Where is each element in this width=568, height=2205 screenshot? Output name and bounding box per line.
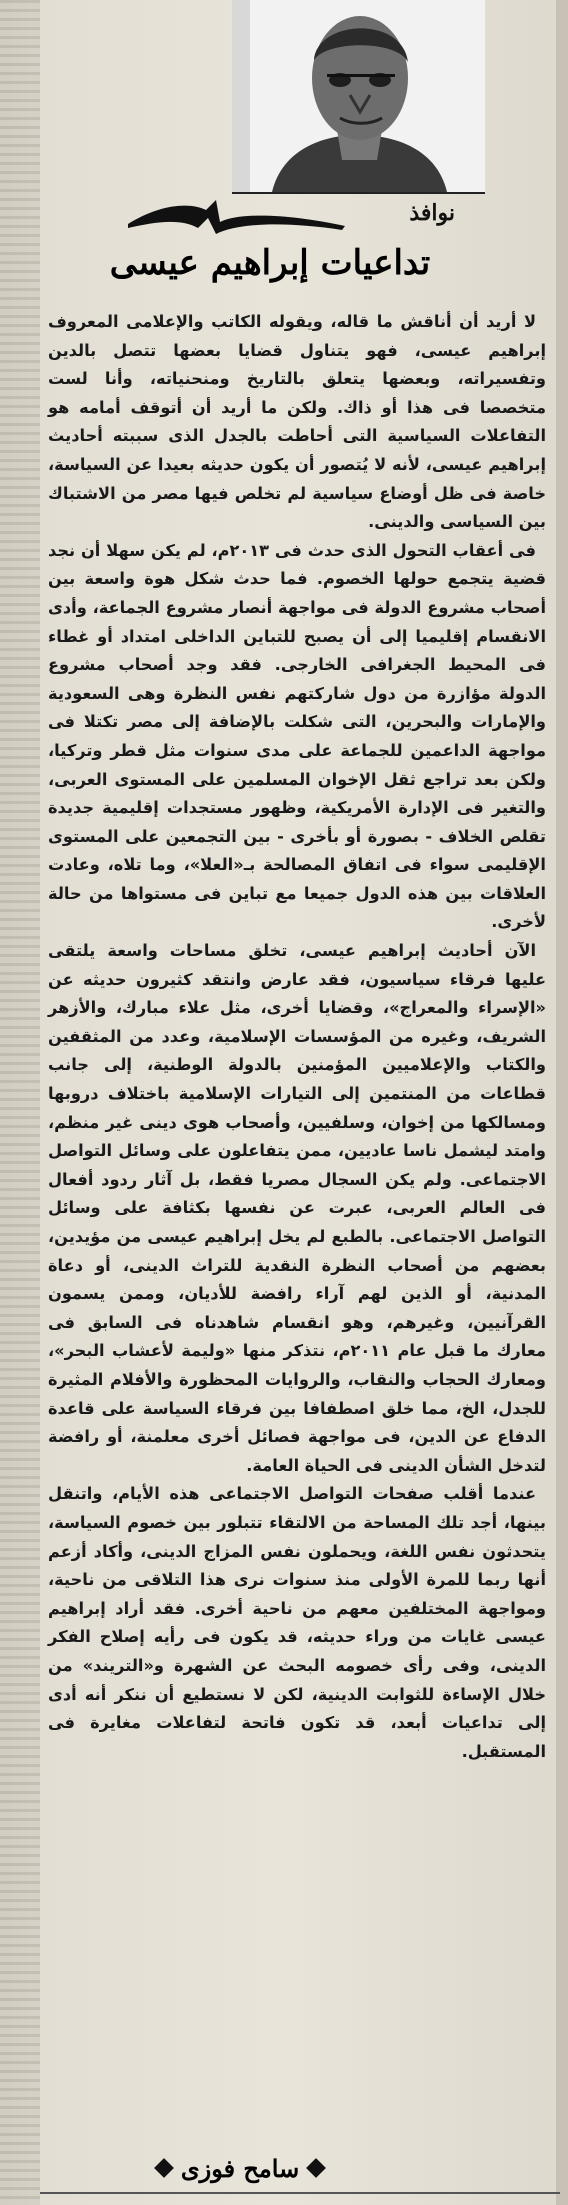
page-edge (556, 0, 568, 2205)
paragraph: لا أريد أن أناقش ما قاله، ويقوله الكاتب والإعلامى المعروف إبراهيم عيسى، فهو يتناول قضايا بعضها تتصل بالدين وتفسيراته، وبعضها يتعلق بالتاريخ ومنحنياته، وأنا لست متخصصا فى هذا أو ذاك. ولكن ما أريد أن أتوقف أمامه هو التفاعلات السياسية التى أحاطت بالجدل الذى سببته أحاديث إبراهيم عيسى، لأنه لا يُتصور أن يكون حديثه بعيدا عن السياسة، خاصة فى ظل أوضاع سياسية لم تخلص فيها مصر من الاشتباك بين السياسى والدينى. (48, 312, 546, 532)
author-portrait-image (232, 0, 485, 192)
paragraph: عندما أقلب صفحات التواصل الاجتماعى هذه الأيام، واتنقل بينها، أجد تلك المساحة من الالتقاء تتبلور بين خصوم السياسة، يتحدثون نفس اللغة، ويحملون نفس المزاج الدينى، وأكاد أزعم أنها ربما للمرة الأولى منذ سنوات نرى هذا التلاقى من ناحية، ومواجهة المختلفين معهم من ناحية أخرى. فقد أراد إبراهيم عيسى غايات من وراء حديثه، قد يكون فى رأيه إصلاح الفكر الدينى، وفى رأى خصومه البحث عن الشهرة و«التريند» من خلال الإساءة للثوابت الدينية، لكن لا نستطيع أن ننكر أنه أدى إلى تداعيات أبعد، قد تكون فاتحة لتفاعلات مغايرة فى المستقبل. (48, 1484, 546, 1761)
paragraph: الآن أحاديث إبراهيم عيسى، تخلق مساحات واسعة يلتقى عليها فرقاء سياسيون، فقد عارض وانتقد كثيرون حديثه عن «الإسراء والمعراج»، وقضايا أخرى، مثل علاء مبارك، والأزهر الشريف، وغيره من المؤسسات الإسلامية، وعدد من المثقفين والكتاب والإعلاميين المؤمنين بالدولة الوطنية، إلى جانب قطاعات من المنتمين إلى التيارات الإسلامية باختلاف دروبها ومسالكها من إخوان، وسلفيين، وأصحاب هوى دينى غير منظم، وامتد ليشمل ناسا عاديين، ممن يتفاعلون على وسائل التواصل الاجتماعى. ولم يكن السجال مصريا فقط، بل آثار ردود أفعال فى العالم العربى، عبرت عن نفسها بكثافة على وسائل التواصل الاجتماعى. بالطبع لم يخل إبراهيم عيسى من مؤيدين، بعضهم من أصحاب النظرة النقدية للتراث الدينى، أو دعاة المدنية، أو الذين لهم آراء رافضة للأديان، وممن يسمون القرآنيين، وغيرهم، وهو انقسام شاهدناه فى السابق فى معارك ما قبل عام ٢٠١١م، نتذكر منها «وليمة لأعشاب البحر»، ومعارك الحجاب والنقاب، والروايات المحظورة والأفلام المثيرة للجدل، الخ، مما خلق اصطفافا بين فرقاء السياسة على قاعدة الدفاع عن الدين، فى مواجهة فصائل أخرى معلمنة، أو رافضة لتدخل الشأن الدينى فى الحياة العامة. (48, 941, 546, 1475)
adjacent-column-edge (0, 0, 40, 2205)
brand-swoosh-icon (120, 198, 350, 240)
diamond-icon (306, 2158, 326, 2178)
article-body (48, 308, 546, 1766)
column-header (120, 198, 455, 240)
author-name: سامح فوزى (180, 2153, 300, 2183)
diamond-icon (154, 2158, 174, 2178)
bottom-divider (40, 2192, 560, 2194)
paragraph: فى أعقاب التحول الذى حدث فى ٢٠١٣م، لم يكن سهلا أن نجد قضية يتجمع حولها الخصوم. فما حدث شكل هوة واسعة بين أصحاب مشروع الدولة فى مواجهة أنصار مشروع الجماعة، وأدى الانقسام إقليميا إلى أن يصبح للتباين الداخلى امتداد أو غطاء فى المحيط الجغرافى الخارجى. فقد وجد أصحاب مشروع الدولة مؤازرة من دول شاركتهم نفس النظرة وهى السعودية والإمارات والبحرين، التى شكلت بالإضافة إلى مصر تكتلا فى مواجهة الداعمين للجماعة على مدى سنوات مثل قطر وتركيا، ولكن بعد تراجع ثقل الإخوان المسلمين على المستوى العربى، والتغير فى الإدارة الأمريكية، وظهور مستجدات إقليمية جديدة تقلص الخلاف - بصورة أو بأخرى - بين التجمعين على المستوى الإقليمى سواء فى اتفاق المصالحة بـ«العلا»، وما تلاه، وعادت العلاقات بين هذه الدول جميعا مع تباين فى مستواها من حالة لأخرى. (48, 540, 546, 932)
column-brand: نوافذ (409, 200, 455, 226)
author-photo (232, 0, 485, 194)
article-title: تداعيات إبراهيم عيسى (109, 243, 431, 283)
author-signature (110, 2150, 370, 2186)
